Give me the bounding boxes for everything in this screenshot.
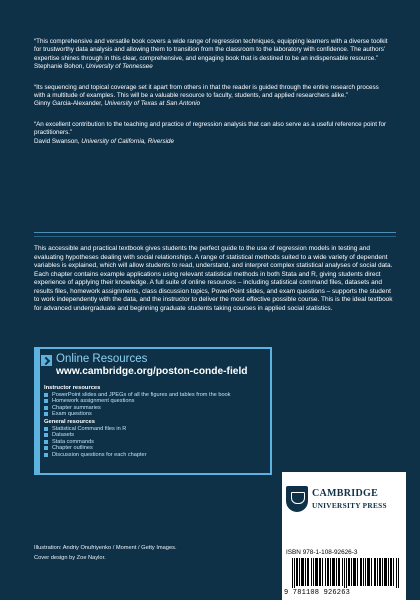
review-2 — [34, 84, 390, 109]
publisher-logo-block — [282, 472, 406, 548]
resources-accent-bar — [36, 349, 40, 473]
reviewer-name: Ginny Garcia-Alexander, — [34, 100, 103, 108]
section-divider — [34, 232, 396, 233]
review-quote: “This comprehensive and versatile book covers a wide range of regression techniques, equipping learners with a diverse toolkit for trustworthy data analysis and allowing them to transition from the classroom to the laboratory with confidence. The authors’ expertise shines through in this clear, comprehensive, and engaging book that is destined to be an indispensable resource.” — [34, 38, 388, 62]
description-text: This accessible and practical textbook gives students the perfect guide to the use of regression models in testing and evaluating hypotheses dealing with social relationships. A range of statistical methods suited to a wide variety of dependent variables is explained, which will allow students to read, understand, and interpret complex statistical analyses of social data. Each chapter contains example applications using relevant statistical methods in both Stata and R, giving students direct experience of applying their knowledge. A full suite of online resources – including statistical command files, datasets and results files, homework assignments, class discussion topics, PowerPoint slides, and exam questions – supports the student to work independently with the data, and the instructor to deliver the most effective possible course. This is the ideal textbook for advanced undergraduate and beginning graduate students taking courses in applied social statistics. — [34, 245, 393, 312]
book-description — [34, 245, 394, 313]
review-quote: “Its sequencing and topical coverage set it apart from others in that the reader is guided through the entire research process with a multitude of examples. This will be a valuable resource to faculty, students, and applied researchers alike.” — [34, 83, 379, 100]
university-shield-icon — [286, 486, 308, 512]
review-attribution — [34, 138, 390, 146]
arrow-icon — [41, 355, 52, 366]
review-1 — [34, 38, 390, 72]
general-resources-heading: General resources — [44, 418, 95, 425]
list-item: Homework assignment questions — [44, 398, 270, 405]
online-resources-box — [34, 347, 272, 475]
review-quote: “An excellent contribution to the teaching and practice of regression analysis that can also serve as a useful reference point for practitioners.” — [34, 120, 387, 137]
reviewer-name: David Swanson, — [34, 137, 80, 145]
publisher-name: CAMBRIDGE — [312, 488, 379, 499]
barcode-block — [282, 548, 406, 600]
list-item: Datasets — [44, 432, 270, 439]
cover-credits — [34, 543, 177, 563]
review-3 — [34, 121, 390, 146]
list-item: Statistical Command files in R — [44, 426, 270, 433]
instructor-resources-heading: Instructor resources — [44, 385, 101, 391]
section-divider — [34, 236, 396, 237]
reviewer-name: Stephanie Bohon, — [34, 63, 85, 71]
publisher-subtitle: UNIVERSITY PRESS — [312, 501, 387, 510]
resources-url[interactable]: www.cambridge.org/poston-conde-field — [56, 366, 248, 377]
barcode-icon — [292, 558, 402, 588]
review-attribution — [34, 100, 390, 108]
instructor-resources-list — [44, 392, 270, 418]
general-resources-list — [44, 426, 270, 459]
list-item: Discussion questions for each chapter — [44, 452, 270, 459]
resources-title: Online Resources — [56, 353, 148, 365]
list-item: PowerPoint slides and JPEGs of all the figures and tables from the book — [44, 392, 270, 399]
list-item: Exam questions — [44, 411, 270, 418]
reviewer-affiliation: University of Tennessee — [85, 63, 153, 71]
design-credit: Cover design by Zoe Naylor. — [34, 555, 106, 561]
reviews-section — [34, 38, 390, 158]
reviewer-affiliation: University of California, Riverside — [81, 137, 175, 145]
illustration-credit: Illustration: Andriy Onufriyenko / Moment / Getty Images. — [34, 545, 177, 551]
barcode-number: 9 781108 926263 — [284, 589, 351, 597]
list-item: Chapter summaries — [44, 405, 270, 412]
list-item: Chapter outlines — [44, 445, 270, 452]
review-attribution — [34, 63, 390, 71]
list-item: Stata commands — [44, 439, 270, 446]
reviewer-affiliation: University of Texas at San Antonio — [104, 100, 201, 108]
resources-list — [44, 385, 270, 460]
isbn-label: ISBN 978-1-108-92626-3 — [286, 549, 358, 556]
